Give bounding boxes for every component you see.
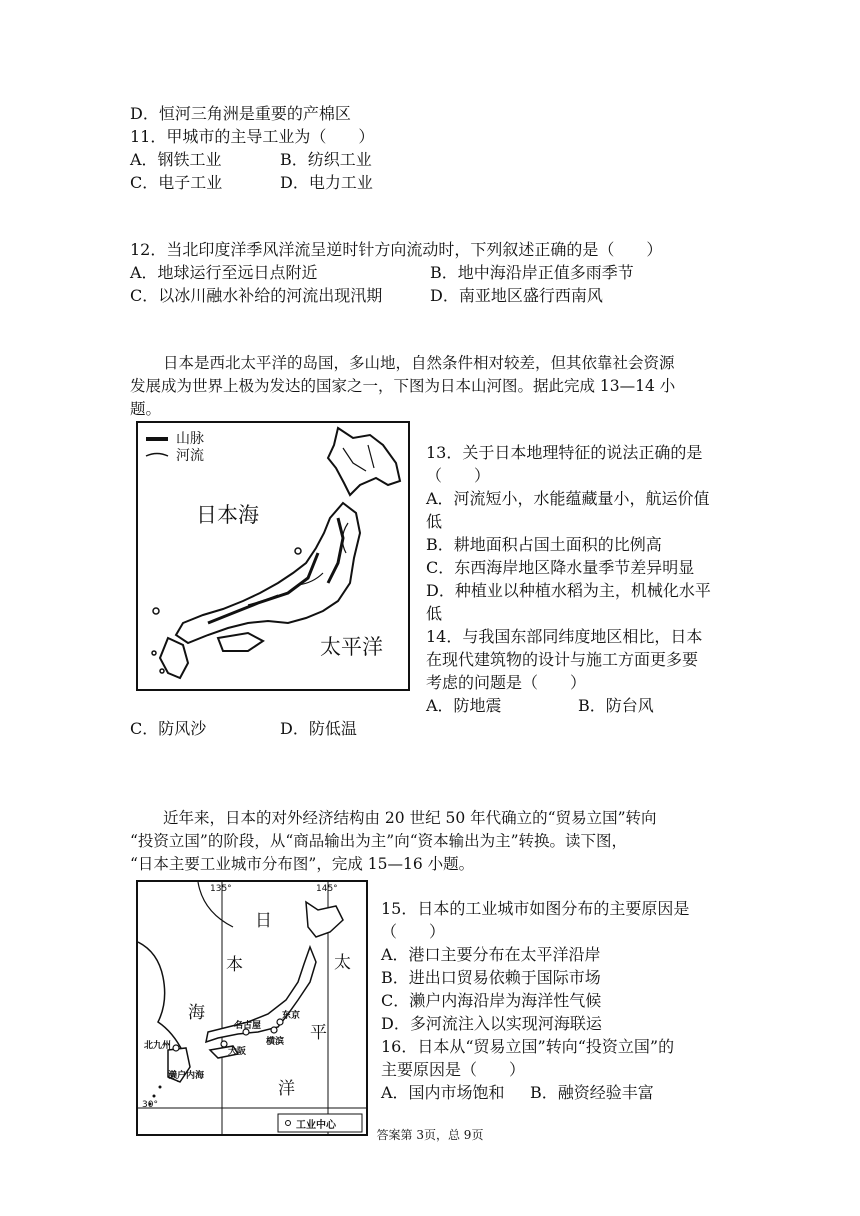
japan-industrial-cities-map [136, 880, 368, 1136]
intro2-line3: “日本主要工业城市分布图”，完成 15—16 小题。 [130, 855, 475, 873]
q15-option-d: D．多河流注入以实现河海联运 [381, 1014, 602, 1033]
q16-stem-line1: 16．日本从“贸易立国”转向“投资立国”的 [381, 1037, 675, 1056]
q15-option-c: C．濑户内海沿岸为海洋性气候 [381, 991, 602, 1010]
pacific-ocean-label: 太平洋 [320, 635, 383, 659]
latitude-30-label: 30° [142, 1100, 158, 1110]
q14-option-d: D．防低温 [280, 719, 357, 738]
q11-option-d: D．电力工业 [280, 173, 373, 192]
page-footer: 答案第 3页，总 9页 [376, 1128, 484, 1142]
q13-option-a-line2: 低 [426, 512, 443, 531]
q13-option-b: B．耕地面积占国土面积的比例高 [426, 535, 662, 554]
q12-option-a: A．地球运行至远日点附近 [130, 263, 318, 282]
q14-stem-line2: 在现代建筑物的设计与施工方面更多要 [426, 650, 699, 669]
q11-option-a: A．钢铁工业 [130, 150, 222, 169]
ocean-label-char-2: 平 [310, 1023, 327, 1043]
city-osaka-label: 大阪 [228, 1047, 247, 1057]
intro1-line3: 题。 [130, 400, 162, 418]
legend-industrial-center-label: 工业中心 [296, 1120, 336, 1131]
setonaikai-label: 濑户内海 [168, 1071, 205, 1081]
intro2-line2: “投资立国”的阶段，从“商品输出为主”向“资本输出为主”转换。读下图， [130, 832, 628, 850]
q13-stem-line1: 13．关于日本地理特征的说法正确的是 [426, 443, 703, 462]
intro2-line1: 近年来，日本的对外经济结构由 20 世纪 50 年代确立的“贸易立国”转向 [163, 809, 657, 827]
q16-stem-line2: 主要原因是（ ） [381, 1060, 526, 1079]
q11-option-b: B．纺织工业 [280, 150, 372, 169]
q13-option-c: C．东西海岸地区降水量季节差异明显 [426, 558, 695, 577]
ocean-label-char-1: 太 [334, 953, 351, 973]
q14-stem-line1: 14．与我国东部同纬度地区相比，日本 [426, 627, 703, 646]
q12-stem: 12．当北印度洋季风洋流呈逆时针方向流动时，下列叙述正确的是（ ） [130, 240, 663, 259]
intro1-line1: 日本是西北太平洋的岛国，多山地，自然条件相对较差，但其依靠社会资源 [163, 354, 675, 372]
q14-option-a: A．防地震 [426, 696, 502, 715]
q16-option-a: A．国内市场饱和 [381, 1083, 505, 1102]
sea-of-japan-label: 日本海 [196, 503, 259, 527]
q10-option-d: D．恒河三角洲是重要的产棉区 [130, 104, 351, 123]
sea-label-char-3: 海 [188, 1003, 205, 1023]
intro1-line2: 发展成为世界上极为发达的国家之一，下图为日本山河图。据此完成 13—14 小 [130, 377, 676, 395]
q13-stem-line2: （ ） [426, 466, 491, 485]
q13-option-a-line1: A．河流短小，水能蕴藏量小，航运价值 [426, 489, 710, 508]
q16-option-b: B．融资经验丰富 [530, 1083, 654, 1102]
q13-option-d-line1: D．种植业以种植水稻为主，机械化水平 [426, 581, 711, 600]
q11-stem: 11．甲城市的主导工业为（ ） [130, 127, 375, 146]
industrial-map-graphic [138, 882, 366, 1134]
q12-option-b: B．地中海沿岸正值多雨季节 [430, 263, 634, 282]
q12-option-d: D．南亚地区盛行西南风 [430, 286, 603, 305]
q12-option-c: C．以冰川融水补给的河流出现汛期 [130, 286, 383, 305]
legend-mountain-label: 山脉 [176, 431, 204, 447]
city-kitakyushu-label: 北九州 [144, 1041, 172, 1051]
legend-river-label: 河流 [176, 448, 204, 464]
city-tokyo-label: 东京 [282, 1011, 301, 1021]
longitude-145-label: 145° [316, 884, 338, 894]
city-nagoya-label: 名古屋 [234, 1021, 262, 1031]
longitude-135-label: 135° [210, 884, 232, 894]
q15-stem-line1: 15．日本的工业城市如图分布的主要原因是 [381, 899, 690, 918]
city-yokohama-label: 横滨 [266, 1037, 285, 1047]
q14-option-b: B．防台风 [578, 696, 654, 715]
q15-option-b: B．进出口贸易依赖于国际市场 [381, 968, 601, 987]
q15-stem-line2: （ ） [381, 922, 446, 941]
ocean-label-char-3: 洋 [278, 1079, 295, 1099]
q14-option-c: C．防风沙 [130, 719, 207, 738]
q14-stem-line3: 考虑的问题是（ ） [426, 673, 587, 692]
q15-option-a: A．港口主要分布在太平洋沿岸 [381, 945, 601, 964]
q11-option-c: C．电子工业 [130, 173, 223, 192]
q13-option-d-line2: 低 [426, 604, 443, 623]
japan-mountain-river-map [136, 421, 410, 691]
sea-label-char-2: 本 [226, 955, 243, 975]
sea-label-char-1: 日 [255, 911, 272, 931]
